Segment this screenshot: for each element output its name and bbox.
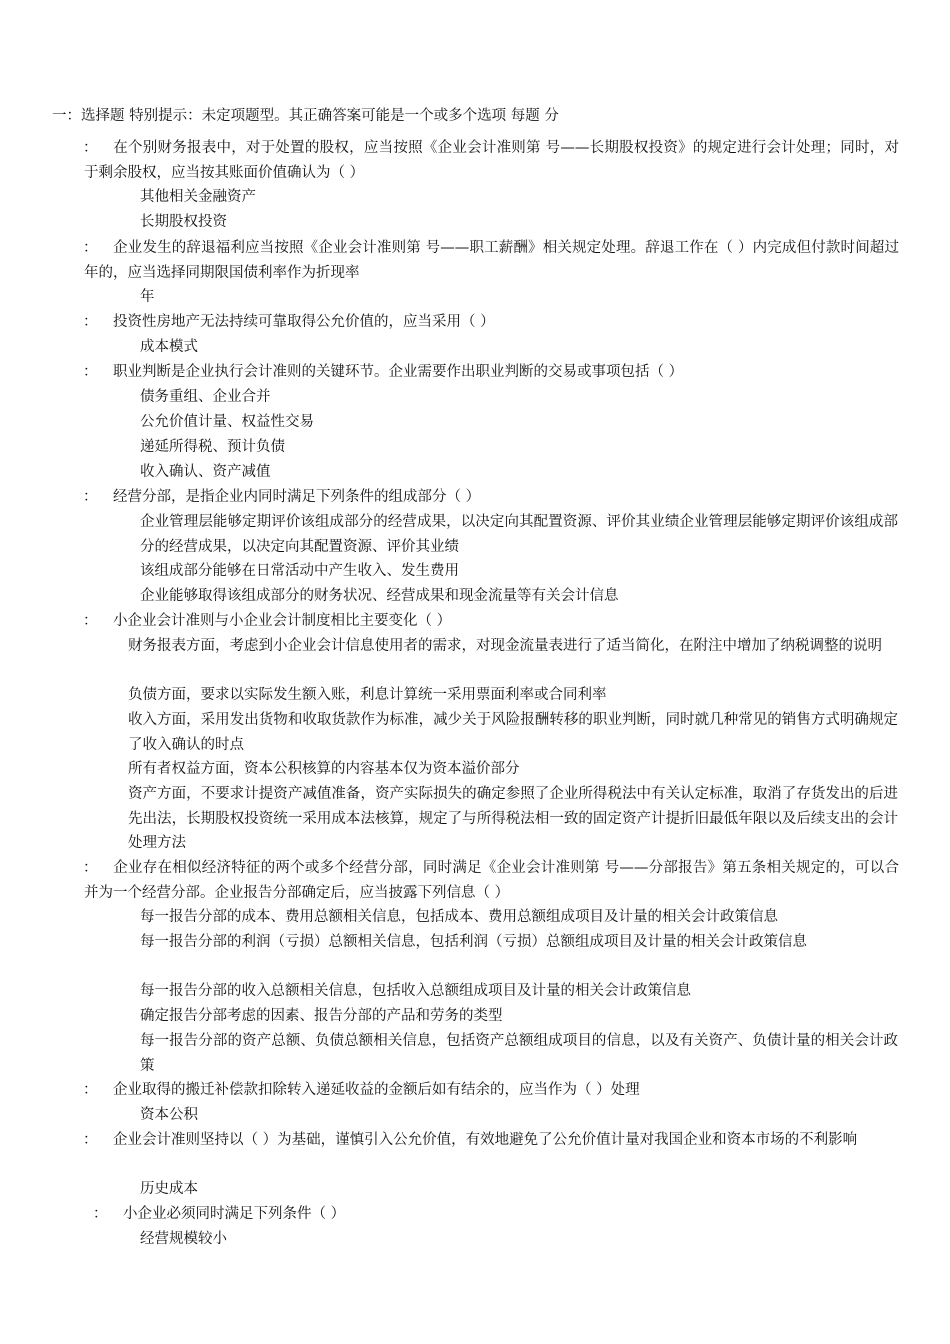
question-number: ： — [83, 240, 98, 256]
section-heading: 一：选择题 特别提示：未定项题型。其正确答案可能是一个或多个选项 每题 分 — [52, 108, 559, 124]
question-text: 职业判断是企业执行会计准则的关键环节。企业需要作出职业判断的交易或事项包括（ ） — [113, 364, 684, 380]
option: 收入确认、资产减值 — [140, 464, 271, 480]
question-7 — [84, 856, 899, 905]
option: 每一报告分部的成本、费用总额相关信息，包括成本、费用总额组成项目及计量的相关会计政策信息 — [140, 909, 778, 925]
question-number: ： — [83, 613, 98, 629]
option: 每一报告分部的收入总额相关信息，包括收入总额组成项目及计量的相关会计政策信息 — [140, 983, 691, 999]
option: 年 — [140, 289, 155, 305]
question-number: ： — [83, 1132, 98, 1148]
question-number: ： — [83, 860, 98, 876]
question-6 — [84, 609, 899, 634]
option: 收入方面，采用发出货物和收取货款作为标准，减少关于风险报酬转移的职业判断，同时就几种常见的销售方式明确规定了收入确认的时点 — [128, 712, 898, 753]
option: 资本公积 — [140, 1107, 198, 1123]
question-3 — [84, 310, 899, 335]
question-1 — [84, 136, 899, 185]
option: 长期股权投资 — [140, 214, 227, 230]
question-2 — [84, 236, 899, 285]
question-number: ： — [83, 140, 98, 156]
option: 历史成本 — [140, 1181, 198, 1197]
option: 每一报告分部的资产总额、负债总额相关信息，包括资产总额组成项目的信息，以及有关资产、负债计量的相关会计政策 — [140, 1033, 898, 1074]
question-text: 企业发生的辞退福利应当按照《企业会计准则第 号——职工薪酬》相关规定处理。辞退工作在（ ）内完成但付款时间超过 年的，应当选择同期限国债利率作为折现率 — [84, 240, 899, 281]
option: 企业能够取得该组成部分的财务状况、经营成果和现金流量等有关会计信息 — [140, 588, 619, 604]
option: 负债方面，要求以实际发生额入账，利息计算统一采用票面利率或合同利率 — [128, 687, 607, 703]
option: 确定报告分部考虑的因素、报告分部的产品和劳务的类型 — [140, 1008, 503, 1024]
option: 财务报表方面，考虑到小企业会计信息使用者的需求，对现金流量表进行了适当简化，在附注中增加了纳税调整的说明 — [128, 638, 882, 654]
question-10 — [94, 1202, 899, 1227]
question-number: ： — [83, 364, 98, 380]
question-text: 经营分部，是指企业内同时满足下列条件的组成部分（ ） — [113, 489, 481, 505]
question-9 — [84, 1128, 899, 1153]
question-text: 在个别财务报表中，对于处置的股权，应当按照《企业会计准则第 号——长期股权投资》的规定进行会计处理；同时，对于剩余股权，应当按其账面价值确认为（ ） — [84, 140, 899, 181]
option: 资产方面，不要求计提资产减值准备，资产实际损失的确定参照了企业所得税法中有关认定标准，取消了存货发出的后进先出法，长期股权投资统一采用成本法核算，规定了与所得税法相一致的固定资产计提折旧最低年限以及后续支出的会计处理方法 — [128, 786, 898, 851]
option: 债务重组、企业合并 — [140, 389, 271, 405]
option: 所有者权益方面，资本公积核算的内容基本仅为资本溢价部分 — [128, 761, 520, 777]
question-number: ： — [83, 314, 98, 330]
question-text: 企业存在相似经济特征的两个或多个经营分部，同时满足《企业会计准则第 号——分部报告》第五条相关规定的，可以合并为一个经营分部。企业报告分部确定后，应当披露下列信息（ ） — [84, 860, 899, 901]
question-8 — [84, 1078, 899, 1103]
option: 企业管理层能够定期评价该组成部分的经营成果，以决定向其配置资源、评价其业绩企业管理层能够定期评价该组成部分的经营成果，以决定向其配置资源、评价其业绩 — [140, 514, 898, 555]
question-text: 企业会计准则坚持以（ ）为基础，谨慎引入公允价值，有效地避免了公允价值计量对我国企业和资本市场的不利影响 — [113, 1132, 858, 1148]
option: 该组成部分能够在日常活动中产生收入、发生费用 — [140, 563, 459, 579]
question-number: ： — [93, 1206, 108, 1222]
question-text: 企业取得的搬迁补偿款扣除转入递延收益的金额后如有结余的，应当作为（ ）处理 — [113, 1082, 640, 1098]
option: 递延所得税、预计负债 — [140, 439, 285, 455]
option: 经营规模较小 — [140, 1231, 227, 1247]
option: 公允价值计量、权益性交易 — [140, 414, 314, 430]
question-number: ： — [83, 489, 98, 505]
option: 其他相关金融资产 — [140, 189, 256, 205]
question-text: 小企业必须同时满足下列条件（ ） — [123, 1206, 346, 1222]
question-4 — [84, 360, 899, 385]
option: 每一报告分部的利润（亏损）总额相关信息，包括利润（亏损）总额组成项目及计量的相关会计政策信息 — [140, 934, 807, 950]
question-text: 小企业会计准则与小企业会计制度相比主要变化（ ） — [113, 613, 452, 629]
option: 成本模式 — [140, 339, 198, 355]
question-5 — [84, 485, 899, 510]
question-text: 投资性房地产无法持续可靠取得公允价值的，应当采用（ ） — [113, 314, 495, 330]
question-number: ： — [83, 1082, 98, 1098]
